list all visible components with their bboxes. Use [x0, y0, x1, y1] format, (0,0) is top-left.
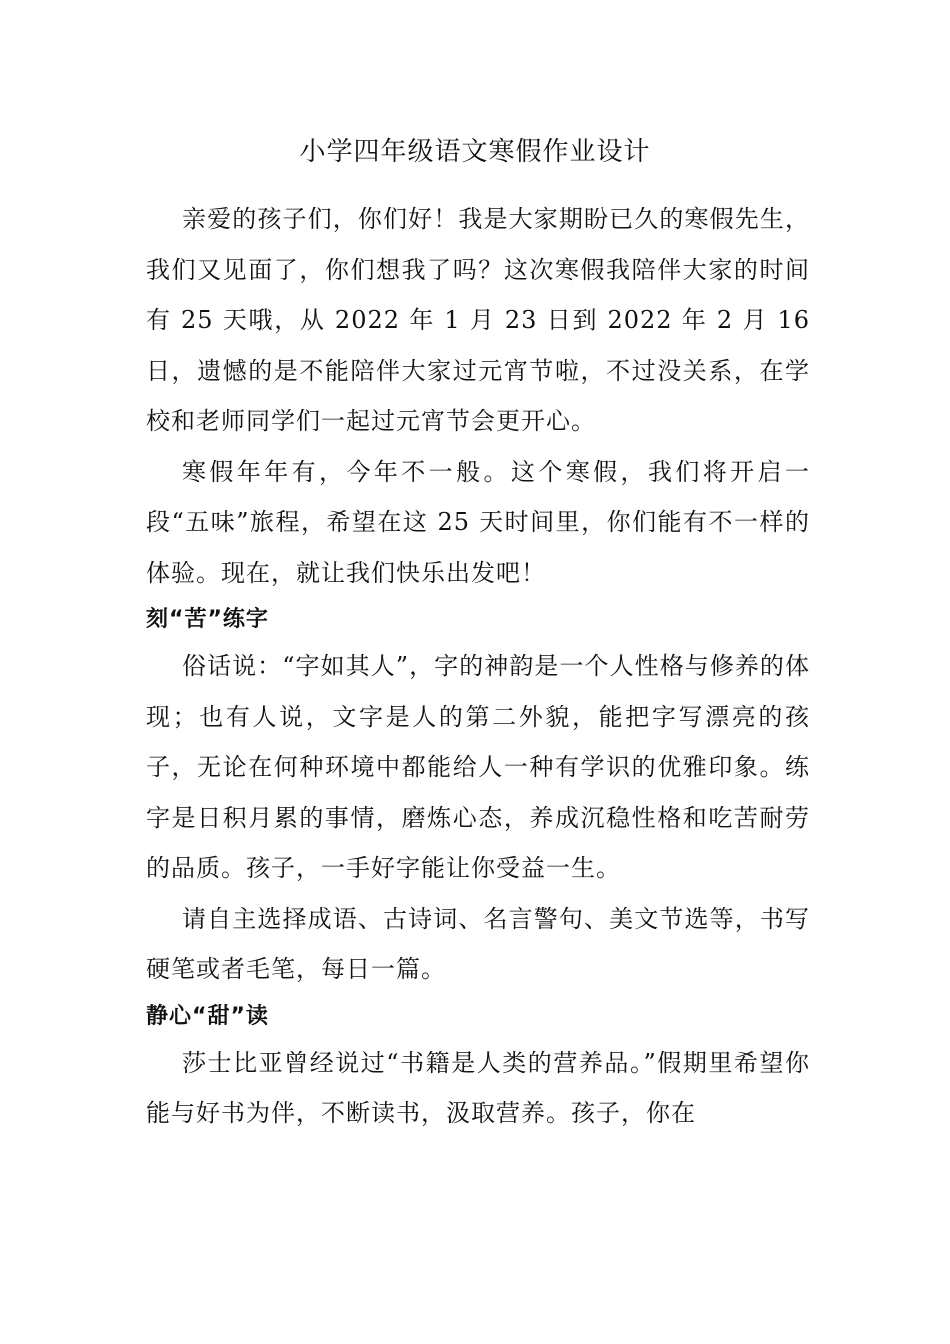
section-paragraph: 请自主选择成语、古诗词、名言警句、美文节选等，书写硬笔或者毛笔，每日一篇。	[146, 904, 810, 983]
document-title: 小学四年级语文寒假作业设计	[299, 137, 651, 167]
section-heading: 静心“甜”读	[146, 1003, 269, 1029]
section-calligraphy	[146, 598, 810, 995]
document-body	[146, 194, 810, 1139]
intro-paragraph-2: 寒假年年有，今年不一般。这个寒假，我们将开启一段“五味”旅程，希望在这 25 天时间里，你们能有不一样的体验。现在，就让我们快乐出发吧！	[146, 457, 810, 587]
section-heading: 刻“苦”练字	[146, 607, 269, 632]
intro-paragraph-1: 亲爱的孩子们，你们好！我是大家期盼已久的寒假先生，我们又见面了，你们想我了吗？这次寒假我陪伴大家的时间有 25 天哦，从 2022 年 1 月 23 日到 2022 年 2 月 16 日，遗憾的是不能陪伴大家过元宵节啦，不过没关系，在学校和老师同学们一起过元宵节会更开心。	[146, 205, 810, 435]
section-paragraph: 俗话说：“字如其人”，字的神韵是一个人性格与修养的体现；也有人说，文字是人的第二外貌，能把字写漂亮的孩子，无论在何种环境中都能给人一种有学识的优雅印象。练字是日积月累的事情，磨炼心态，养成沉稳性格和吃苦耐劳的品质。孩子，一手好字能让你受益一生。	[146, 652, 810, 882]
section-reading	[146, 995, 810, 1139]
section-paragraph: 莎士比亚曾经说过“书籍是人类的营养品。”假期里希望你能与好书为伴，不断读书，汲取营养。孩子，你在	[146, 1048, 810, 1127]
